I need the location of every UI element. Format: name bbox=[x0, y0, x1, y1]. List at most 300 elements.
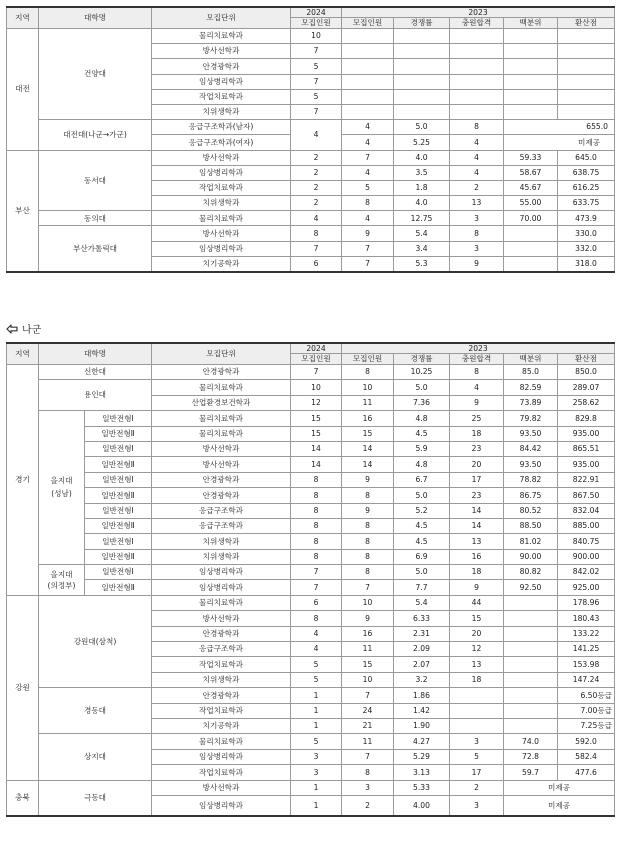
score-cell: 925.00 bbox=[558, 580, 615, 595]
competition-cell: 5.3 bbox=[394, 256, 450, 272]
university-cell: 건양대 bbox=[39, 29, 152, 120]
quota-2023-cell: 8 bbox=[342, 765, 394, 780]
competition-cell: 1.42 bbox=[394, 703, 450, 718]
score-cell: 6.50등급 bbox=[558, 688, 615, 703]
unit-cell: 안경광학과 bbox=[152, 626, 291, 641]
extra-cell: 13 bbox=[450, 534, 504, 549]
extra-cell: 2 bbox=[450, 780, 504, 795]
table-row bbox=[7, 595, 615, 610]
competition-cell: 2.07 bbox=[394, 657, 450, 672]
percentile-cell: 85.0 bbox=[504, 365, 558, 380]
unit-cell: 물리치료학과 bbox=[152, 380, 291, 395]
percentile-cell bbox=[504, 657, 558, 672]
extra-cell: 16 bbox=[450, 549, 504, 564]
quota-2023-cell: 14 bbox=[342, 441, 394, 456]
percentile-cell: 93.50 bbox=[504, 426, 558, 441]
type-cell: 일반전형Ⅰ bbox=[85, 411, 152, 426]
table-row bbox=[7, 580, 615, 595]
percentile-cell: 55.00 bbox=[504, 196, 558, 211]
percentile-cell: 74.0 bbox=[504, 734, 558, 749]
quota-2023-cell: 7 bbox=[342, 580, 394, 595]
quota-2024-cell: 7 bbox=[291, 565, 342, 580]
region-cell: 부산 bbox=[7, 150, 39, 272]
percentile-cell: 86.75 bbox=[504, 488, 558, 503]
competition-cell: 2.09 bbox=[394, 642, 450, 657]
competition-cell: 1.90 bbox=[394, 718, 450, 733]
university-cell: 을지대 (의정부) bbox=[39, 565, 85, 596]
header-year-2023: 2023 bbox=[342, 343, 615, 354]
extra-cell: 18 bbox=[450, 426, 504, 441]
competition-cell: 7.36 bbox=[394, 395, 450, 410]
quota-2023-cell: 3 bbox=[342, 780, 394, 795]
score-cell bbox=[558, 89, 615, 104]
score-cell: 332.0 bbox=[558, 241, 615, 256]
percentile-cell: 80.82 bbox=[504, 565, 558, 580]
extra-cell bbox=[450, 104, 504, 119]
competition-cell: 4.0 bbox=[394, 150, 450, 165]
score-cell: 822.91 bbox=[558, 472, 615, 487]
quota-2024-cell: 7 bbox=[291, 365, 342, 380]
percentile-cell bbox=[504, 626, 558, 641]
quota-2023-cell: 7 bbox=[342, 749, 394, 764]
quota-2024-cell: 2 bbox=[291, 196, 342, 211]
unit-cell: 작업치료학과 bbox=[152, 765, 291, 780]
competition-cell: 5.33 bbox=[394, 780, 450, 795]
unit-cell: 작업치료학과 bbox=[152, 703, 291, 718]
table-row bbox=[7, 518, 615, 533]
quota-2023-cell: 21 bbox=[342, 718, 394, 733]
percentile-cell: 45.67 bbox=[504, 180, 558, 195]
header-region: 지역 bbox=[7, 343, 39, 365]
percentile-cell bbox=[504, 226, 558, 241]
percentile-cell bbox=[504, 642, 558, 657]
unit-cell: 안경광학과 bbox=[152, 59, 291, 74]
unit-cell: 방사선학과 bbox=[152, 457, 291, 472]
quota-2024-cell: 1 bbox=[291, 795, 342, 816]
quota-2023-cell: 7 bbox=[342, 241, 394, 256]
unit-cell: 치위생학과 bbox=[152, 672, 291, 687]
quota-2024-cell: 5 bbox=[291, 734, 342, 749]
quota-2023-cell: 9 bbox=[342, 226, 394, 241]
quota-2023-cell: 2 bbox=[342, 795, 394, 816]
score-cell: 141.25 bbox=[558, 642, 615, 657]
extra-cell: 4 bbox=[450, 135, 504, 150]
quota-2023-cell: 9 bbox=[342, 503, 394, 518]
extra-cell: 9 bbox=[450, 256, 504, 272]
type-cell: 일반전형Ⅰ bbox=[85, 534, 152, 549]
quota-2024-cell: 10 bbox=[291, 380, 342, 395]
score-cell: 147.24 bbox=[558, 672, 615, 687]
unit-cell: 응급구조학과 bbox=[152, 518, 291, 533]
table-row bbox=[7, 472, 615, 487]
type-cell: 일반전형Ⅰ bbox=[85, 565, 152, 580]
percentile-cell bbox=[504, 104, 558, 119]
score-cell: 미제공 bbox=[504, 135, 615, 150]
header-year-2023: 2023 bbox=[342, 7, 615, 18]
unit-cell: 방사선학과 bbox=[152, 44, 291, 59]
competition-cell: 7.7 bbox=[394, 580, 450, 595]
university-cell: 동서대 bbox=[39, 150, 152, 211]
unit-cell: 응급구조학과(여자) bbox=[152, 135, 291, 150]
table-row bbox=[7, 734, 615, 749]
unit-cell: 치위생학과 bbox=[152, 534, 291, 549]
table-row bbox=[7, 688, 615, 703]
extra-cell: 23 bbox=[450, 441, 504, 456]
extra-cell: 4 bbox=[450, 150, 504, 165]
competition-cell: 5.0 bbox=[394, 488, 450, 503]
unit-cell: 임상병리학과 bbox=[152, 795, 291, 816]
competition-cell: 5.9 bbox=[394, 441, 450, 456]
table-row bbox=[7, 534, 615, 549]
quota-2024-cell: 12 bbox=[291, 395, 342, 410]
extra-cell: 17 bbox=[450, 765, 504, 780]
competition-cell: 10.25 bbox=[394, 365, 450, 380]
arrow-icon bbox=[6, 324, 18, 334]
unit-cell: 임상병리학과 bbox=[152, 580, 291, 595]
competition-cell: 5.2 bbox=[394, 503, 450, 518]
unit-cell: 물리치료학과 bbox=[152, 411, 291, 426]
type-cell: 일반전형Ⅱ bbox=[85, 580, 152, 595]
quota-2024-cell: 1 bbox=[291, 780, 342, 795]
score-cell: 645.0 bbox=[558, 150, 615, 165]
university-cell: 용인대 bbox=[39, 380, 152, 411]
extra-cell: 13 bbox=[450, 196, 504, 211]
score-cell: 900.00 bbox=[558, 549, 615, 564]
table-row bbox=[7, 211, 615, 226]
extra-cell: 18 bbox=[450, 565, 504, 580]
unit-cell: 물리치료학과 bbox=[152, 595, 291, 610]
percentile-cell: 72.8 bbox=[504, 749, 558, 764]
quota-2023-cell bbox=[342, 44, 394, 59]
unit-cell: 방사선학과 bbox=[152, 780, 291, 795]
extra-cell bbox=[450, 688, 504, 703]
quota-2024-cell: 8 bbox=[291, 472, 342, 487]
score-cell: 미제공 bbox=[504, 795, 615, 816]
extra-cell: 14 bbox=[450, 503, 504, 518]
unit-cell: 방사선학과 bbox=[152, 150, 291, 165]
quota-2024-cell: 4 bbox=[291, 642, 342, 657]
competition-cell: 1.8 bbox=[394, 180, 450, 195]
score-cell: 178.96 bbox=[558, 595, 615, 610]
header-quota-2023: 모집인원 bbox=[342, 18, 394, 29]
unit-cell: 물리치료학과 bbox=[152, 426, 291, 441]
table-row bbox=[7, 150, 615, 165]
university-cell: 경동대 bbox=[39, 688, 152, 734]
admission-table-2 bbox=[6, 342, 615, 817]
quota-2024-cell: 14 bbox=[291, 441, 342, 456]
quota-2024-cell: 7 bbox=[291, 74, 342, 89]
unit-cell: 응급구조학과(남자) bbox=[152, 120, 291, 135]
competition-cell: 5.29 bbox=[394, 749, 450, 764]
admission-table-1 bbox=[6, 6, 615, 273]
table-row bbox=[7, 780, 615, 795]
extra-cell: 2 bbox=[450, 180, 504, 195]
quota-2024-cell: 1 bbox=[291, 688, 342, 703]
unit-cell: 치위생학과 bbox=[152, 104, 291, 119]
quota-2024-cell: 4 bbox=[291, 211, 342, 226]
unit-cell: 안경광학과 bbox=[152, 365, 291, 380]
score-cell bbox=[558, 29, 615, 44]
score-cell bbox=[558, 74, 615, 89]
extra-cell: 3 bbox=[450, 734, 504, 749]
extra-cell: 25 bbox=[450, 411, 504, 426]
competition-cell: 5.4 bbox=[394, 595, 450, 610]
region-cell: 대전 bbox=[7, 29, 39, 151]
competition-cell bbox=[394, 29, 450, 44]
percentile-cell bbox=[504, 703, 558, 718]
competition-cell: 3.5 bbox=[394, 165, 450, 180]
region-cell: 강원 bbox=[7, 595, 39, 780]
competition-cell: 3.2 bbox=[394, 672, 450, 687]
extra-cell: 44 bbox=[450, 595, 504, 610]
header-year-2024: 2024 bbox=[291, 343, 342, 354]
competition-cell bbox=[394, 104, 450, 119]
header-unit: 모집단위 bbox=[152, 343, 291, 365]
competition-cell bbox=[394, 59, 450, 74]
score-cell: 258.62 bbox=[558, 395, 615, 410]
unit-cell: 방사선학과 bbox=[152, 441, 291, 456]
score-cell: 850.0 bbox=[558, 365, 615, 380]
quota-2023-cell bbox=[342, 74, 394, 89]
extra-cell: 17 bbox=[450, 472, 504, 487]
quota-2024-cell: 8 bbox=[291, 503, 342, 518]
score-cell: 180.43 bbox=[558, 611, 615, 626]
percentile-cell: 58.67 bbox=[504, 165, 558, 180]
competition-cell: 6.33 bbox=[394, 611, 450, 626]
university-cell: 동의대 bbox=[39, 211, 152, 226]
extra-cell: 9 bbox=[450, 395, 504, 410]
score-cell: 829.8 bbox=[558, 411, 615, 426]
quota-2024-cell: 7 bbox=[291, 44, 342, 59]
type-cell: 일반전형Ⅰ bbox=[85, 441, 152, 456]
quota-2024-cell: 1 bbox=[291, 718, 342, 733]
extra-cell: 3 bbox=[450, 241, 504, 256]
percentile-cell bbox=[504, 595, 558, 610]
unit-cell: 안경광학과 bbox=[152, 472, 291, 487]
extra-cell bbox=[450, 29, 504, 44]
header-university: 대학명 bbox=[39, 343, 152, 365]
quota-2023-cell: 4 bbox=[342, 165, 394, 180]
percentile-cell bbox=[504, 718, 558, 733]
competition-cell: 5.0 bbox=[394, 565, 450, 580]
score-cell: 935.00 bbox=[558, 457, 615, 472]
extra-cell: 20 bbox=[450, 626, 504, 641]
unit-cell: 임상병리학과 bbox=[152, 749, 291, 764]
quota-2023-cell: 8 bbox=[342, 549, 394, 564]
competition-cell: 4.5 bbox=[394, 426, 450, 441]
quota-2024-cell: 4 bbox=[291, 120, 342, 150]
percentile-cell: 70.00 bbox=[504, 211, 558, 226]
region-cell: 충북 bbox=[7, 780, 39, 816]
table-row bbox=[7, 226, 615, 241]
score-cell: 592.0 bbox=[558, 734, 615, 749]
type-cell: 일반전형Ⅰ bbox=[85, 472, 152, 487]
extra-cell: 23 bbox=[450, 488, 504, 503]
percentile-cell: 80.52 bbox=[504, 503, 558, 518]
quota-2023-cell: 16 bbox=[342, 411, 394, 426]
unit-cell: 치위생학과 bbox=[152, 549, 291, 564]
unit-cell: 치기공학과 bbox=[152, 718, 291, 733]
extra-cell: 9 bbox=[450, 580, 504, 595]
percentile-cell bbox=[504, 59, 558, 74]
quota-2024-cell: 15 bbox=[291, 426, 342, 441]
quota-2023-cell: 9 bbox=[342, 611, 394, 626]
header-extra: 충원합격 bbox=[450, 18, 504, 29]
extra-cell: 12 bbox=[450, 642, 504, 657]
score-cell: 842.02 bbox=[558, 565, 615, 580]
competition-cell: 2.31 bbox=[394, 626, 450, 641]
quota-2023-cell: 5 bbox=[342, 180, 394, 195]
header-region: 지역 bbox=[7, 7, 39, 29]
extra-cell: 3 bbox=[450, 211, 504, 226]
quota-2024-cell: 6 bbox=[291, 256, 342, 272]
section-heading bbox=[6, 321, 41, 336]
table-row bbox=[7, 488, 615, 503]
competition-cell: 5.0 bbox=[394, 380, 450, 395]
competition-cell: 4.5 bbox=[394, 518, 450, 533]
quota-2024-cell: 3 bbox=[291, 749, 342, 764]
percentile-cell bbox=[504, 44, 558, 59]
quota-2024-cell: 2 bbox=[291, 165, 342, 180]
percentile-cell bbox=[504, 611, 558, 626]
quota-2024-cell: 1 bbox=[291, 703, 342, 718]
table-row bbox=[7, 457, 615, 472]
university-cell: 극동대 bbox=[39, 780, 152, 816]
quota-2023-cell bbox=[342, 59, 394, 74]
percentile-cell bbox=[504, 89, 558, 104]
quota-2024-cell: 8 bbox=[291, 534, 342, 549]
score-cell: 616.25 bbox=[558, 180, 615, 195]
score-cell: 832.04 bbox=[558, 503, 615, 518]
quota-2024-cell: 5 bbox=[291, 89, 342, 104]
quota-2024-cell: 14 bbox=[291, 457, 342, 472]
extra-cell: 15 bbox=[450, 611, 504, 626]
percentile-cell bbox=[504, 672, 558, 687]
quota-2023-cell: 24 bbox=[342, 703, 394, 718]
unit-cell: 응급구조학과 bbox=[152, 503, 291, 518]
quota-2024-cell: 5 bbox=[291, 59, 342, 74]
score-cell: 미제공 bbox=[504, 780, 615, 795]
unit-cell: 작업치료학과 bbox=[152, 89, 291, 104]
extra-cell: 8 bbox=[450, 226, 504, 241]
quota-2024-cell: 10 bbox=[291, 29, 342, 44]
header-quota-2024: 모집인원 bbox=[291, 354, 342, 365]
quota-2024-cell: 2 bbox=[291, 150, 342, 165]
quota-2024-cell: 7 bbox=[291, 241, 342, 256]
competition-cell bbox=[394, 89, 450, 104]
score-cell: 318.0 bbox=[558, 256, 615, 272]
percentile-cell: 79.82 bbox=[504, 411, 558, 426]
unit-cell: 방사선학과 bbox=[152, 611, 291, 626]
table-row bbox=[7, 441, 615, 456]
table-row bbox=[7, 549, 615, 564]
unit-cell: 치위생학과 bbox=[152, 196, 291, 211]
percentile-cell bbox=[504, 74, 558, 89]
quota-2023-cell: 8 bbox=[342, 534, 394, 549]
extra-cell: 3 bbox=[450, 795, 504, 816]
header-unit: 모집단위 bbox=[152, 7, 291, 29]
competition-cell: 5.25 bbox=[394, 135, 450, 150]
header-quota-2024: 모집인원 bbox=[291, 18, 342, 29]
unit-cell: 임상병리학과 bbox=[152, 241, 291, 256]
score-cell: 582.4 bbox=[558, 749, 615, 764]
header-score: 환산점 bbox=[558, 18, 615, 29]
university-cell: 상지대 bbox=[39, 734, 152, 780]
percentile-cell: 93.50 bbox=[504, 457, 558, 472]
university-cell: 강원대(삼척) bbox=[39, 595, 152, 687]
percentile-cell: 82.59 bbox=[504, 380, 558, 395]
unit-cell: 방사선학과 bbox=[152, 226, 291, 241]
type-cell: 일반전형Ⅱ bbox=[85, 488, 152, 503]
quota-2023-cell: 11 bbox=[342, 395, 394, 410]
unit-cell: 임상병리학과 bbox=[152, 74, 291, 89]
header-competition: 경쟁률 bbox=[394, 18, 450, 29]
percentile-cell: 78.82 bbox=[504, 472, 558, 487]
extra-cell: 8 bbox=[450, 120, 504, 135]
unit-cell: 산업환경보건학과 bbox=[152, 395, 291, 410]
score-cell: 133.22 bbox=[558, 626, 615, 641]
header-competition: 경쟁률 bbox=[394, 354, 450, 365]
quota-2023-cell: 11 bbox=[342, 734, 394, 749]
quota-2024-cell: 4 bbox=[291, 626, 342, 641]
quota-2023-cell: 10 bbox=[342, 380, 394, 395]
percentile-cell bbox=[504, 29, 558, 44]
quota-2023-cell bbox=[342, 29, 394, 44]
unit-cell: 물리치료학과 bbox=[152, 211, 291, 226]
unit-cell: 임상병리학과 bbox=[152, 565, 291, 580]
competition-cell: 5.4 bbox=[394, 226, 450, 241]
competition-cell: 4.0 bbox=[394, 196, 450, 211]
percentile-cell: 84.42 bbox=[504, 441, 558, 456]
quota-2023-cell: 10 bbox=[342, 595, 394, 610]
header-university: 대학명 bbox=[39, 7, 152, 29]
region-cell: 경기 bbox=[7, 365, 39, 596]
quota-2023-cell: 4 bbox=[342, 120, 394, 135]
unit-cell: 작업치료학과 bbox=[152, 657, 291, 672]
type-cell: 일반전형Ⅱ bbox=[85, 457, 152, 472]
extra-cell bbox=[450, 44, 504, 59]
header-quota-2023: 모집인원 bbox=[342, 354, 394, 365]
header-extra: 충원합격 bbox=[450, 354, 504, 365]
extra-cell: 8 bbox=[450, 365, 504, 380]
extra-cell bbox=[450, 703, 504, 718]
extra-cell: 13 bbox=[450, 657, 504, 672]
percentile-cell: 90.00 bbox=[504, 549, 558, 564]
quota-2023-cell: 7 bbox=[342, 150, 394, 165]
university-cell: 신한대 bbox=[39, 365, 152, 380]
competition-cell bbox=[394, 74, 450, 89]
unit-cell: 치기공학과 bbox=[152, 256, 291, 272]
percentile-cell: 88.50 bbox=[504, 518, 558, 533]
percentile-cell: 59.33 bbox=[504, 150, 558, 165]
score-cell bbox=[558, 59, 615, 74]
quota-2023-cell: 7 bbox=[342, 688, 394, 703]
quota-2023-cell: 15 bbox=[342, 657, 394, 672]
table-row bbox=[7, 29, 615, 44]
quota-2023-cell: 11 bbox=[342, 642, 394, 657]
unit-cell: 응급구조학과 bbox=[152, 642, 291, 657]
competition-cell: 6.7 bbox=[394, 472, 450, 487]
unit-cell: 물리치료학과 bbox=[152, 734, 291, 749]
quota-2023-cell: 8 bbox=[342, 565, 394, 580]
quota-2024-cell: 8 bbox=[291, 488, 342, 503]
competition-cell: 1.86 bbox=[394, 688, 450, 703]
quota-2024-cell: 6 bbox=[291, 595, 342, 610]
quota-2024-cell: 3 bbox=[291, 765, 342, 780]
table-row bbox=[7, 380, 615, 395]
header-year-2024: 2024 bbox=[291, 7, 342, 18]
quota-2024-cell: 7 bbox=[291, 104, 342, 119]
